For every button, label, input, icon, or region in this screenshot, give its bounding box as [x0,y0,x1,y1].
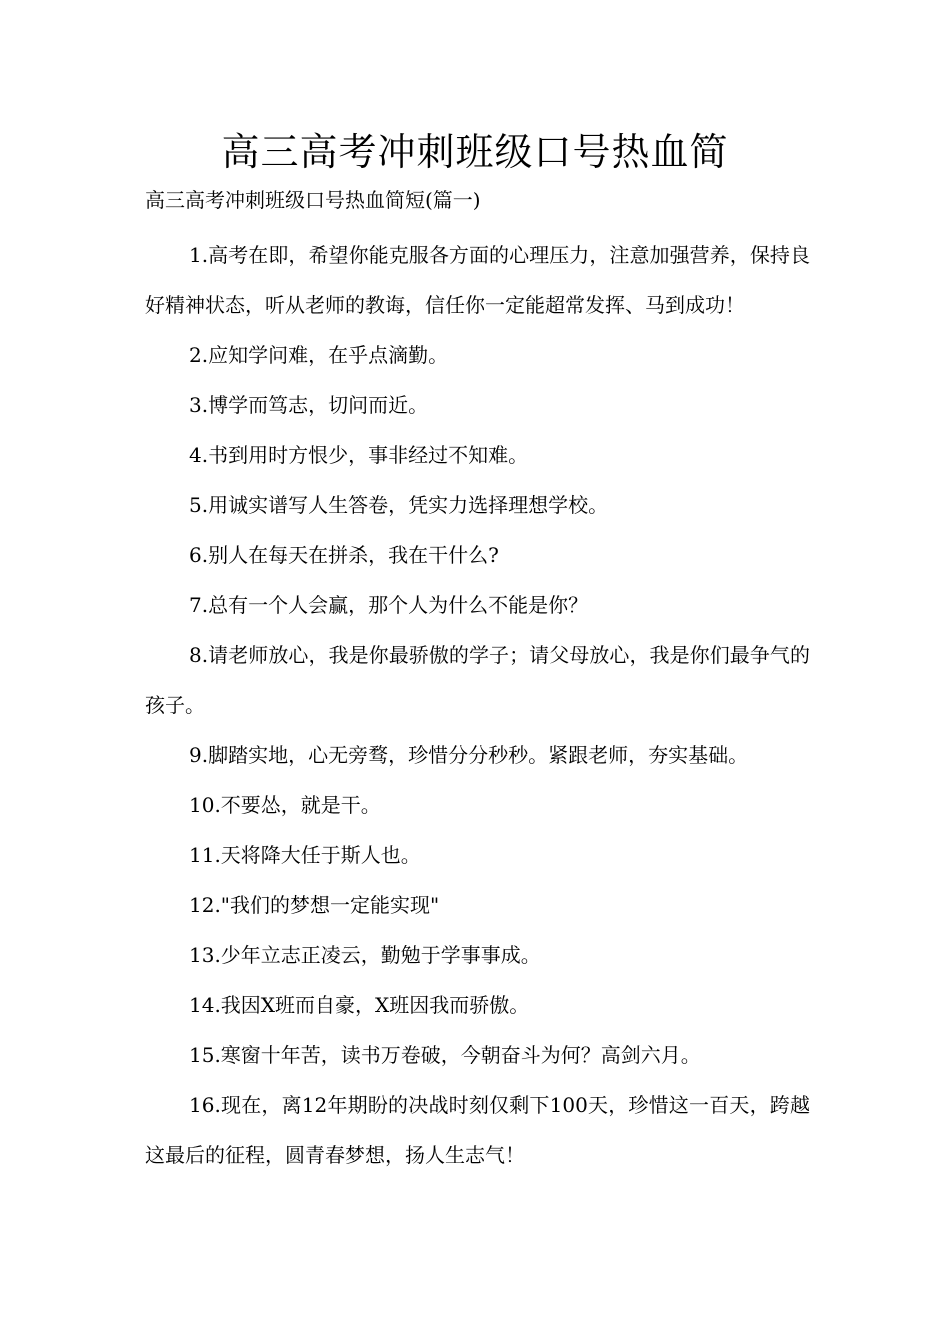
slogan-item: 7.总有一个人会赢，那个人为什么不能是你？ [189,593,589,617]
slogan-item: 13.少年立志正凌云，勤勉于学事事成。 [189,943,541,967]
slogan-item: 12."我们的梦想一定能实现" [189,893,440,917]
slogan-item: 9.脚踏实地，心无旁骛，珍惜分分秒秒。紧跟老师，夯实基础。 [189,743,749,767]
document-title: 高三高考冲刺班级口号热血简 [221,130,729,174]
slogan-item: 5.用诚实谱写人生答卷，凭实力选择理想学校。 [189,493,609,517]
slogan-item: 16.现在，离12年期盼的决战时刻仅剩下100天，珍惜这一百天，跨越这最后的征程，圆青春梦想，扬人生志气！ [145,1093,810,1167]
slogan-item: 8.请老师放心，我是你最骄傲的学子；请父母放心，我是你们最争气的孩子。 [145,643,810,717]
slogan-item: 3.博学而笃志，切问而近。 [189,393,429,417]
document-body [145,182,810,1180]
slogan-item: 11.天将降大任于斯人也。 [189,843,421,867]
slogan-item: 15.寒窗十年苦，读书万卷破，今朝奋斗为何？高剑六月。 [189,1043,701,1067]
slogan-item: 6.别人在每天在拼杀，我在干什么? [189,543,499,567]
slogan-item: 2.应知学问难，在乎点滴勤。 [189,343,449,367]
slogan-item: 10.不要怂，就是干。 [189,793,381,817]
document-subtitle: 高三高考冲刺班级口号热血简短(篇一) [145,188,481,212]
slogan-item: 1.高考在即，希望你能克服各方面的心理压力，注意加强营养，保持良好精神状态，听从老师的教诲，信任你一定能超常发挥、马到成功！ [145,243,810,317]
slogan-item: 14.我因X班而自豪，X班因我而骄傲。 [189,993,530,1017]
slogan-item: 4.书到用时方恨少，事非经过不知难。 [189,443,529,467]
